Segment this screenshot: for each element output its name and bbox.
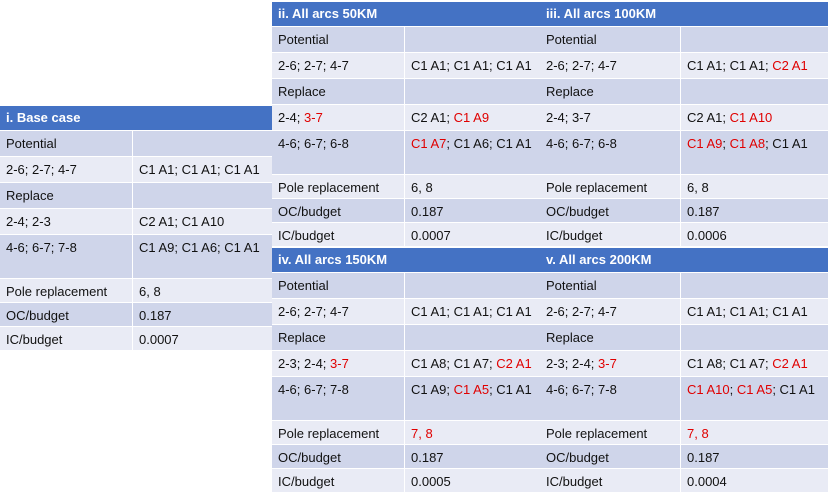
- row-value-text: C1 A1; C1 A1; C1 A1: [411, 304, 532, 319]
- row-label-text: 2-6; 2-7; 4-7: [278, 58, 349, 73]
- table-row: [0, 208, 272, 234]
- row-label: [0, 279, 132, 302]
- row-label-text: IC/budget: [6, 332, 63, 347]
- row-label-text: Pole replacement: [278, 180, 380, 195]
- table-row: [540, 376, 828, 420]
- row-value-text: 0.187: [139, 308, 172, 323]
- row-label-text: Pole replacement: [278, 426, 380, 441]
- row-label-text: OC/budget: [546, 450, 609, 465]
- table-row: [272, 198, 540, 222]
- row-value-text: 0.0006: [687, 228, 727, 243]
- row-label: [272, 325, 404, 350]
- row-value-text: C1 A9: [453, 110, 490, 125]
- table-row: [540, 350, 828, 376]
- row-value: [680, 199, 828, 222]
- table-row: [272, 174, 540, 198]
- table-row: [272, 324, 540, 350]
- row-label: [540, 27, 680, 52]
- row-label: [272, 131, 404, 174]
- row-label: [540, 105, 680, 130]
- row-value: [404, 79, 540, 104]
- table-row: [272, 350, 540, 376]
- row-label-text: 2-6; 2-7; 4-7: [546, 304, 617, 319]
- row-value-text: C1 A9; C1 A6; C1 A1: [139, 240, 260, 255]
- table-row: [540, 298, 828, 324]
- row-value-text: C2 A1: [772, 58, 808, 73]
- row-label: [0, 327, 132, 350]
- row-value-text: C1 A1; C1 A1;: [687, 58, 773, 73]
- row-value: [132, 157, 272, 182]
- row-value: [404, 175, 540, 198]
- table-base-case: [0, 106, 272, 354]
- row-value: [132, 183, 272, 208]
- row-label-text: 3-7: [598, 356, 617, 371]
- row-label: [272, 469, 404, 492]
- row-value-text: 0.187: [687, 204, 720, 219]
- row-value: [404, 273, 540, 298]
- row-value-text: ;: [729, 382, 737, 397]
- row-label-text: Potential: [546, 32, 597, 47]
- table-row: [0, 302, 272, 326]
- row-label: [540, 273, 680, 298]
- row-value-text: C1 A9: [687, 136, 723, 151]
- row-value-text: ; C1 A1: [772, 382, 815, 397]
- row-value-text: C1 A8; C1 A7;: [687, 356, 773, 371]
- row-label-text: IC/budget: [546, 474, 603, 489]
- row-label-text: 4-6; 6-7; 7-8: [278, 382, 349, 397]
- row-label-text: OC/budget: [278, 204, 341, 219]
- row-label: [272, 273, 404, 298]
- table-row: [540, 222, 828, 246]
- row-value-text: C1 A8; C1 A7;: [411, 356, 497, 371]
- row-label-text: 3-7: [330, 356, 349, 371]
- row-label: [540, 131, 680, 174]
- row-value: [680, 377, 828, 420]
- row-value: [132, 279, 272, 302]
- table-row: [272, 222, 540, 246]
- row-label-text: Pole replacement: [546, 426, 648, 441]
- row-label-text: Pole replacement: [546, 180, 648, 195]
- row-label: [540, 445, 680, 468]
- row-label: [540, 469, 680, 492]
- row-value-text: C1 A10: [729, 110, 773, 125]
- table-row: [540, 444, 828, 468]
- row-value-text: 0.187: [411, 450, 444, 465]
- table-row: [272, 78, 540, 104]
- row-value-text: C1 A1; C1 A1; C1 A1: [139, 162, 260, 177]
- row-label: [0, 183, 132, 208]
- table-row: [540, 272, 828, 298]
- table-row: [272, 468, 540, 492]
- row-value: [404, 223, 540, 246]
- row-value-text: C1 A9;: [411, 382, 454, 397]
- row-value-text: 6, 8: [411, 180, 433, 195]
- row-label-text: 4-6; 6-7; 7-8: [6, 240, 77, 255]
- row-label: [272, 223, 404, 246]
- row-label-text: 2-4;: [278, 110, 305, 125]
- table-row: [540, 130, 828, 174]
- row-label: [540, 53, 680, 78]
- row-label: [272, 105, 404, 130]
- row-label-text: 3-7: [304, 110, 323, 125]
- row-value: [680, 445, 828, 468]
- row-value-text: C1 A1; C1 A1; C1 A1: [687, 304, 808, 319]
- row-label-text: OC/budget: [546, 204, 609, 219]
- table-row: [0, 130, 272, 156]
- row-label: [540, 351, 680, 376]
- row-label: [272, 53, 404, 78]
- row-value: [132, 209, 272, 234]
- table-title: ii. All arcs 50KM: [272, 2, 540, 26]
- row-label: [540, 299, 680, 324]
- row-value-text: 6, 8: [687, 180, 709, 195]
- row-value-text: ; C1 A1: [765, 136, 808, 151]
- row-label: [540, 325, 680, 350]
- row-value: [680, 223, 828, 246]
- row-label-text: Replace: [278, 330, 326, 345]
- row-label-text: Replace: [546, 84, 594, 99]
- row-label: [272, 445, 404, 468]
- row-value-text: C1 A5: [453, 382, 490, 397]
- row-label-text: 2-6; 2-7; 4-7: [546, 58, 617, 73]
- row-label: [272, 421, 404, 444]
- table-row: [272, 420, 540, 444]
- row-value-text: ;: [722, 136, 730, 151]
- row-label-text: 4-6; 6-7; 6-8: [546, 136, 617, 151]
- table-row: [272, 376, 540, 420]
- row-value-text: 7, 8: [687, 426, 709, 441]
- row-label-text: OC/budget: [6, 308, 69, 323]
- table-row: [0, 278, 272, 302]
- row-value: [680, 175, 828, 198]
- row-value: [404, 351, 540, 376]
- row-value: [404, 445, 540, 468]
- row-value: [404, 377, 540, 420]
- row-label: [0, 209, 132, 234]
- row-value: [680, 27, 828, 52]
- row-label-text: Potential: [546, 278, 597, 293]
- table-row: [272, 26, 540, 52]
- row-value: [404, 325, 540, 350]
- table-row: [540, 78, 828, 104]
- row-label: [0, 131, 132, 156]
- row-label: [272, 199, 404, 222]
- row-value-text: C1 A5: [736, 382, 773, 397]
- row-value: [680, 53, 828, 78]
- table-row: [272, 272, 540, 298]
- row-value: [680, 299, 828, 324]
- row-value: [680, 79, 828, 104]
- row-value-text: 0.0007: [411, 228, 451, 243]
- row-value-text: C2 A1;: [411, 110, 454, 125]
- row-value: [404, 421, 540, 444]
- row-value-text: 6, 8: [139, 284, 161, 299]
- row-label: [0, 157, 132, 182]
- table-row: [0, 234, 272, 278]
- table-row: [272, 52, 540, 78]
- table-row: [0, 326, 272, 350]
- row-value: [404, 299, 540, 324]
- row-value-text: 0.0007: [139, 332, 179, 347]
- row-label-text: Replace: [6, 188, 54, 203]
- table-row: [0, 156, 272, 182]
- row-value: [132, 131, 272, 156]
- table-title: v. All arcs 200KM: [540, 248, 828, 272]
- table-row: [540, 198, 828, 222]
- row-label-text: 2-6; 2-7; 4-7: [6, 162, 77, 177]
- row-label-text: 2-4; 2-3: [6, 214, 51, 229]
- row-label: [540, 199, 680, 222]
- row-value-text: C2 A1; C1 A10: [139, 214, 225, 229]
- row-value-text: C1 A1; C1 A1; C1 A1: [411, 58, 532, 73]
- table-arcs-50km: [272, 2, 540, 248]
- row-value-text: 7, 8: [411, 426, 433, 441]
- row-value: [404, 199, 540, 222]
- row-label-text: OC/budget: [278, 450, 341, 465]
- table-arcs-200km: [540, 248, 828, 496]
- row-label-text: Potential: [6, 136, 57, 151]
- row-value-text: ; C1 A6; C1 A1: [446, 136, 532, 151]
- row-value: [132, 303, 272, 326]
- table-row: [272, 298, 540, 324]
- row-label-text: Replace: [278, 84, 326, 99]
- row-label-text: IC/budget: [546, 228, 603, 243]
- row-value-text: C1 A10: [687, 382, 730, 397]
- table-row: [540, 104, 828, 130]
- row-value: [404, 131, 540, 174]
- row-label-text: 2-6; 2-7; 4-7: [278, 304, 349, 319]
- table-row: [0, 182, 272, 208]
- row-label: [540, 223, 680, 246]
- row-label: [540, 377, 680, 420]
- row-value: [680, 351, 828, 376]
- row-value: [680, 421, 828, 444]
- row-value: [404, 469, 540, 492]
- row-value: [680, 325, 828, 350]
- row-label: [272, 175, 404, 198]
- row-label: [540, 79, 680, 104]
- table-title: iv. All arcs 150KM: [272, 248, 540, 272]
- table-title: iii. All arcs 100KM: [540, 2, 828, 26]
- row-label: [272, 79, 404, 104]
- row-value: [404, 53, 540, 78]
- row-value: [404, 105, 540, 130]
- row-label-text: 4-6; 6-7; 6-8: [278, 136, 349, 151]
- row-label: [272, 351, 404, 376]
- row-label-text: 4-6; 6-7; 7-8: [546, 382, 617, 397]
- row-label-text: IC/budget: [278, 228, 335, 243]
- row-label-text: 2-4; 3-7: [546, 110, 591, 125]
- row-value: [404, 27, 540, 52]
- row-value: [680, 469, 828, 492]
- row-label: [0, 235, 132, 278]
- row-value-text: C2 A1: [496, 356, 532, 371]
- row-value-text: C1 A8: [729, 136, 766, 151]
- row-label-text: 2-3; 2-4;: [546, 356, 599, 371]
- row-value-text: C2 A1: [772, 356, 808, 371]
- table-row: [540, 26, 828, 52]
- row-value-text: 0.187: [687, 450, 720, 465]
- table-title: i. Base case: [0, 106, 272, 130]
- row-label: [540, 175, 680, 198]
- row-label: [272, 377, 404, 420]
- table-row: [272, 130, 540, 174]
- row-label-text: IC/budget: [278, 474, 335, 489]
- row-label-text: Potential: [278, 278, 329, 293]
- row-value: [680, 105, 828, 130]
- row-label-text: Potential: [278, 32, 329, 47]
- row-value: [680, 131, 828, 174]
- row-label: [272, 299, 404, 324]
- row-value-text: 0.0004: [687, 474, 727, 489]
- row-value-text: ; C1 A1: [489, 382, 532, 397]
- row-label: [0, 303, 132, 326]
- row-value: [132, 235, 272, 278]
- row-label-text: 2-3; 2-4;: [278, 356, 331, 371]
- row-value-text: C1 A7: [411, 136, 447, 151]
- row-value-text: 0.187: [411, 204, 444, 219]
- row-value: [132, 327, 272, 350]
- row-label-text: Pole replacement: [6, 284, 108, 299]
- row-value: [680, 273, 828, 298]
- table-row: [540, 52, 828, 78]
- table-row: [540, 324, 828, 350]
- table-row: [540, 174, 828, 198]
- row-value-text: 0.0005: [411, 474, 451, 489]
- table-row: [272, 104, 540, 130]
- table-row: [272, 444, 540, 468]
- row-label: [272, 27, 404, 52]
- table-row: [540, 420, 828, 444]
- row-value-text: C2 A1;: [687, 110, 730, 125]
- row-label-text: Replace: [546, 330, 594, 345]
- table-arcs-150km: [272, 248, 540, 496]
- row-label: [540, 421, 680, 444]
- table-arcs-100km: [540, 2, 828, 248]
- table-row: [540, 468, 828, 492]
